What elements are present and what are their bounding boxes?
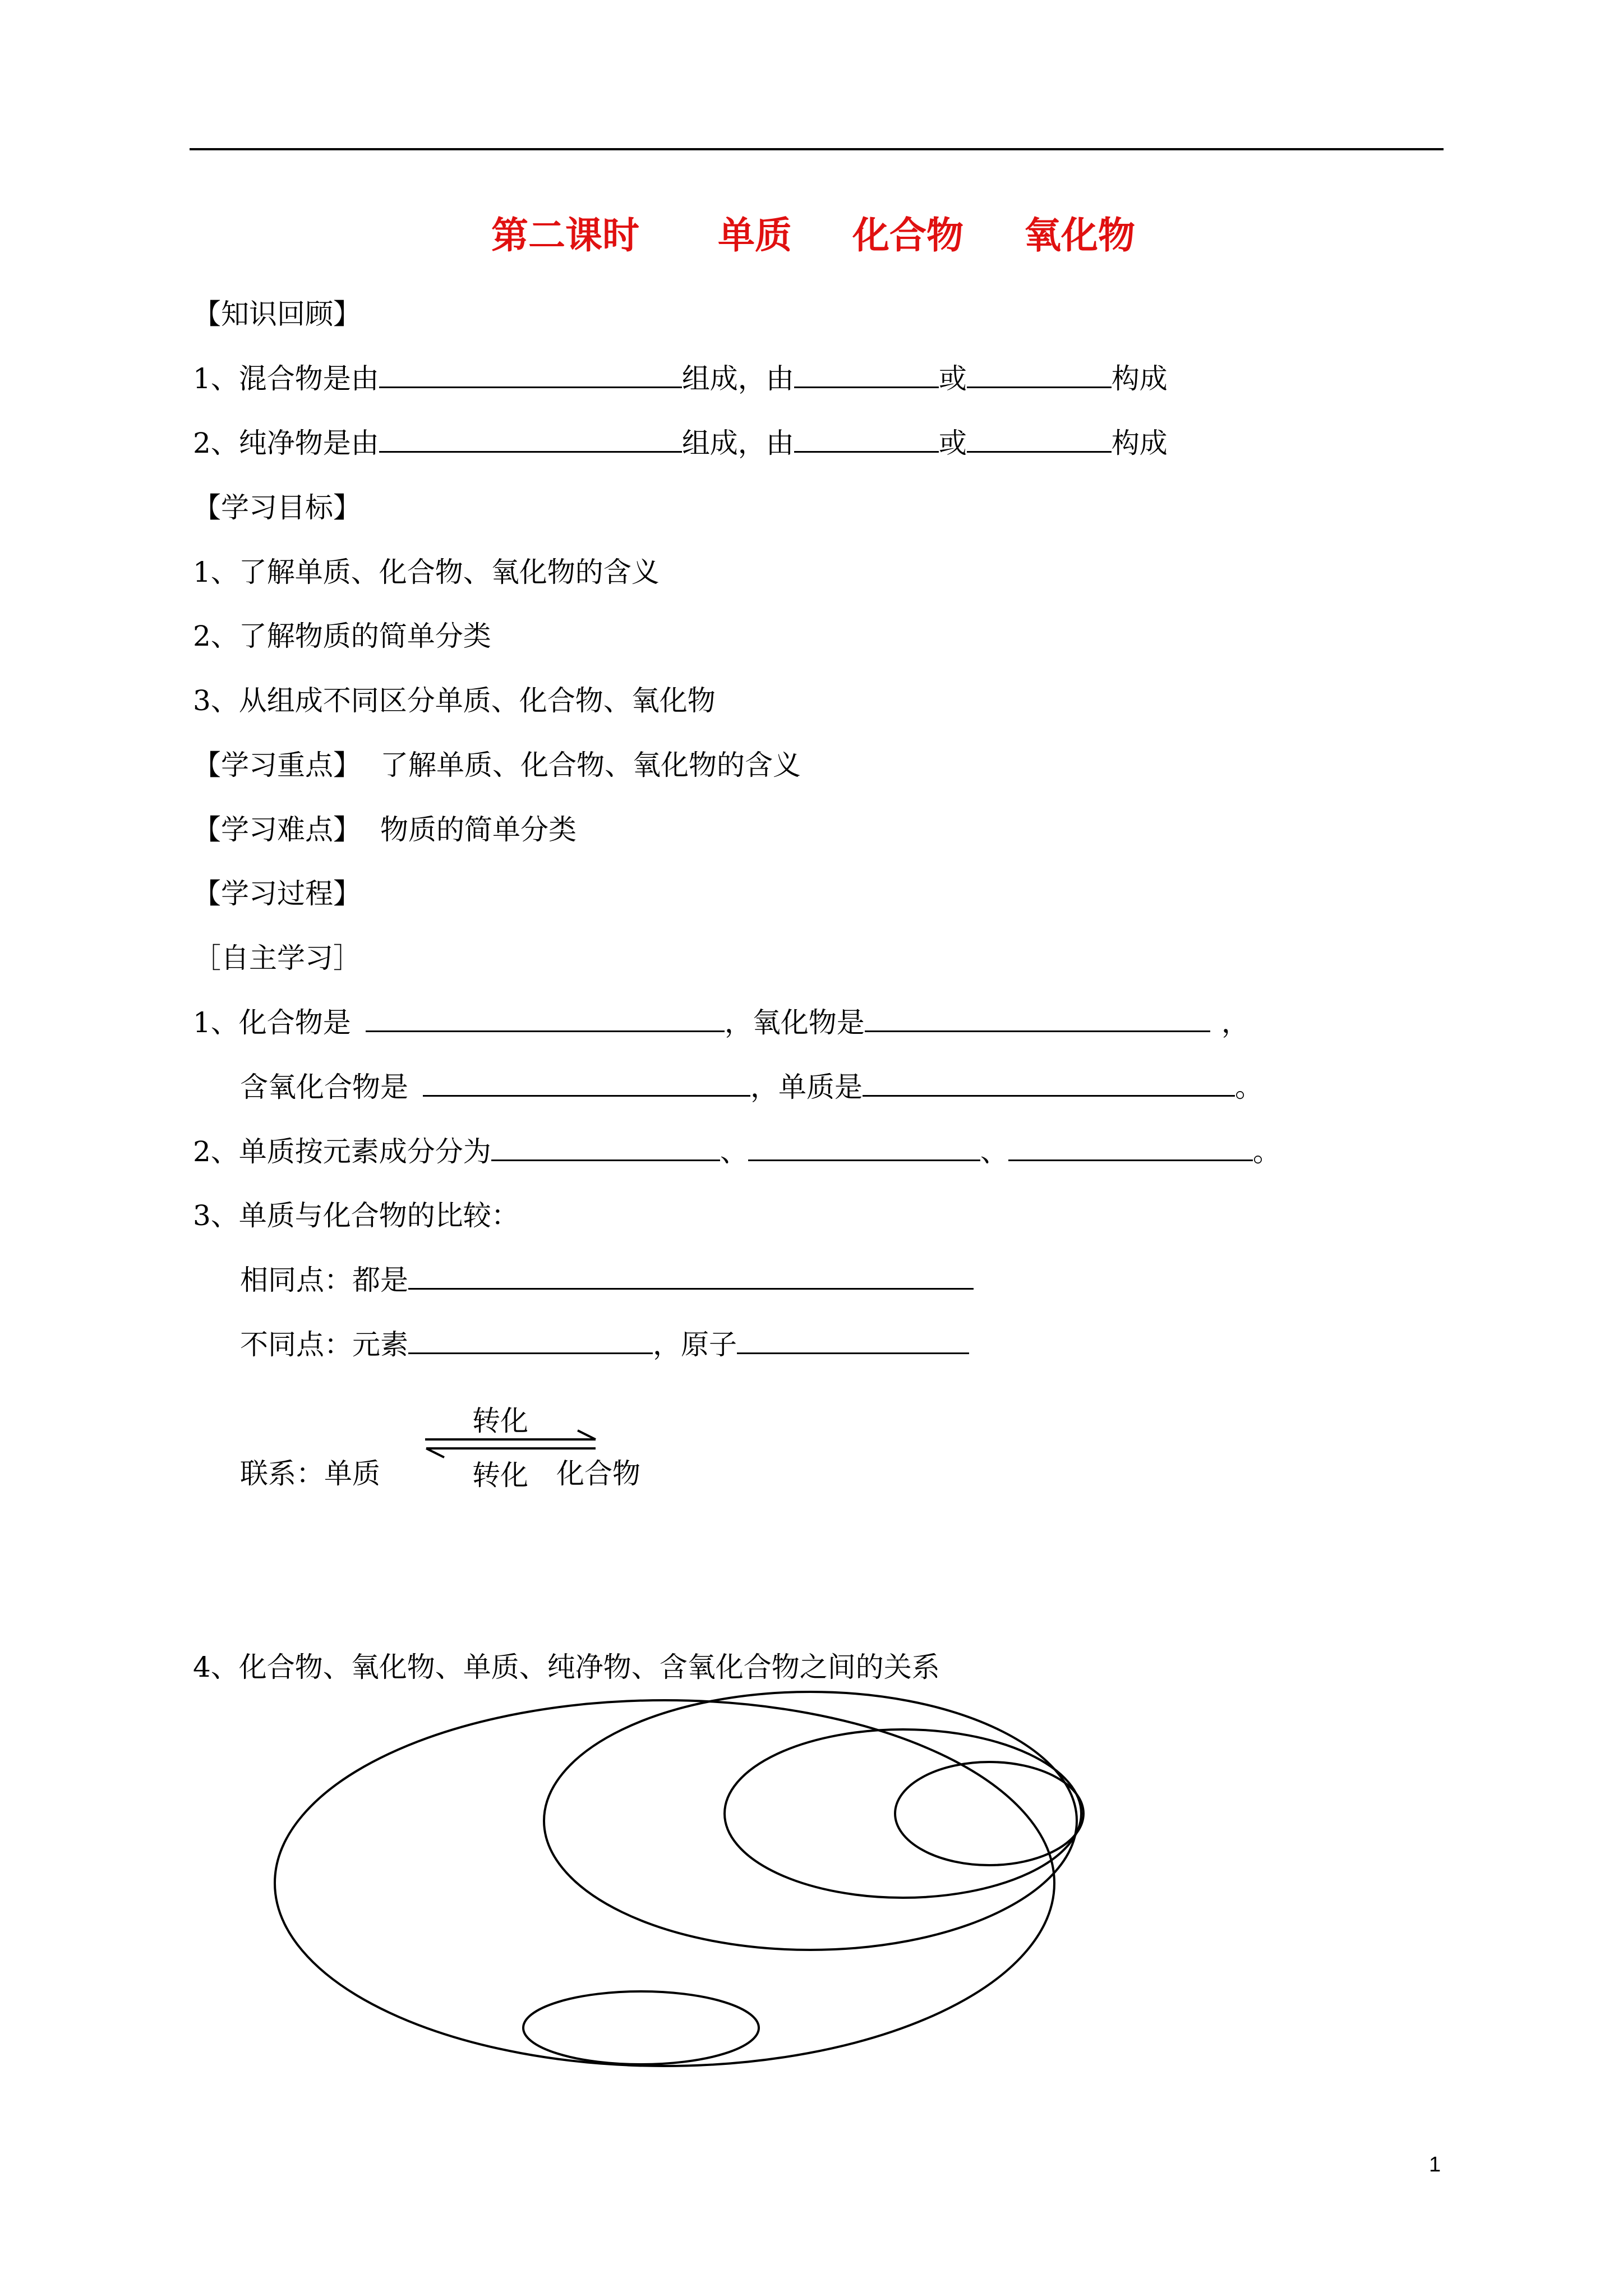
goal-item: 3、从组成不同区分单质、化合物、氧化物	[193, 684, 716, 717]
goal-item: 2、了解物质的简单分类	[193, 620, 491, 652]
arrow-right-head	[578, 1430, 596, 1439]
arrow-label-bottom: 转化	[472, 1459, 528, 1492]
goal-item: 1、了解单质、化合物、氧化物的含义	[193, 556, 660, 588]
same-points: 相同点：都是	[240, 1263, 974, 1297]
conversion-arrows	[425, 1430, 596, 1457]
question-3-heading: 3、单质与化合物的比较：	[193, 1199, 519, 1232]
review-item-2: 2、纯净物是由 组成，由 或 构成	[193, 427, 1168, 459]
self-study-label: ［自主学习］	[193, 942, 361, 974]
key-point: 【学习重点】 了解单质、化合物、氧化物的含义	[193, 749, 801, 781]
page-number: 1	[1429, 2153, 1441, 2177]
title-lesson: 第二课时	[491, 214, 639, 257]
small-ellipse	[523, 1991, 759, 2064]
arrow-left-head	[426, 1448, 444, 1457]
question-2: 2、单质按元素成分分为 、 、 。	[193, 1135, 1281, 1168]
ellipse-level-3	[725, 1729, 1081, 1898]
question-1-line-1: 1、化合物是 ，氧化物是 ，	[193, 1006, 1249, 1039]
section-review: 【知识回顾】	[193, 298, 361, 330]
relationship-ellipses	[275, 1692, 1083, 2066]
diff-points: 不同点：元素 ，原子	[240, 1328, 969, 1361]
title-oxide: 氧化物	[1024, 214, 1135, 257]
title-compound: 化合物	[852, 214, 963, 257]
ellipse-level-2	[544, 1692, 1077, 1950]
link-compound: 化合物	[556, 1457, 640, 1490]
outer-ellipse	[275, 1700, 1054, 2066]
section-process: 【学习过程】	[193, 877, 361, 910]
question-1-line-2: 含氧化合物是 ，单质是 。	[240, 1071, 1263, 1103]
section-goals: 【学习目标】	[193, 491, 361, 524]
link-label: 联系：单质	[240, 1457, 380, 1490]
arrow-label-top: 转化	[472, 1405, 528, 1437]
question-4: 4、化合物、氧化物、单质、纯净物、含氧化合物之间的关系	[193, 1651, 940, 1683]
ellipse-level-4	[895, 1762, 1083, 1865]
difficulty: 【学习难点】 物质的简单分类	[193, 813, 577, 846]
review-item-1: 1、混合物是由 组成，由 或 构成	[193, 362, 1168, 395]
title-element: 单质	[718, 214, 792, 257]
